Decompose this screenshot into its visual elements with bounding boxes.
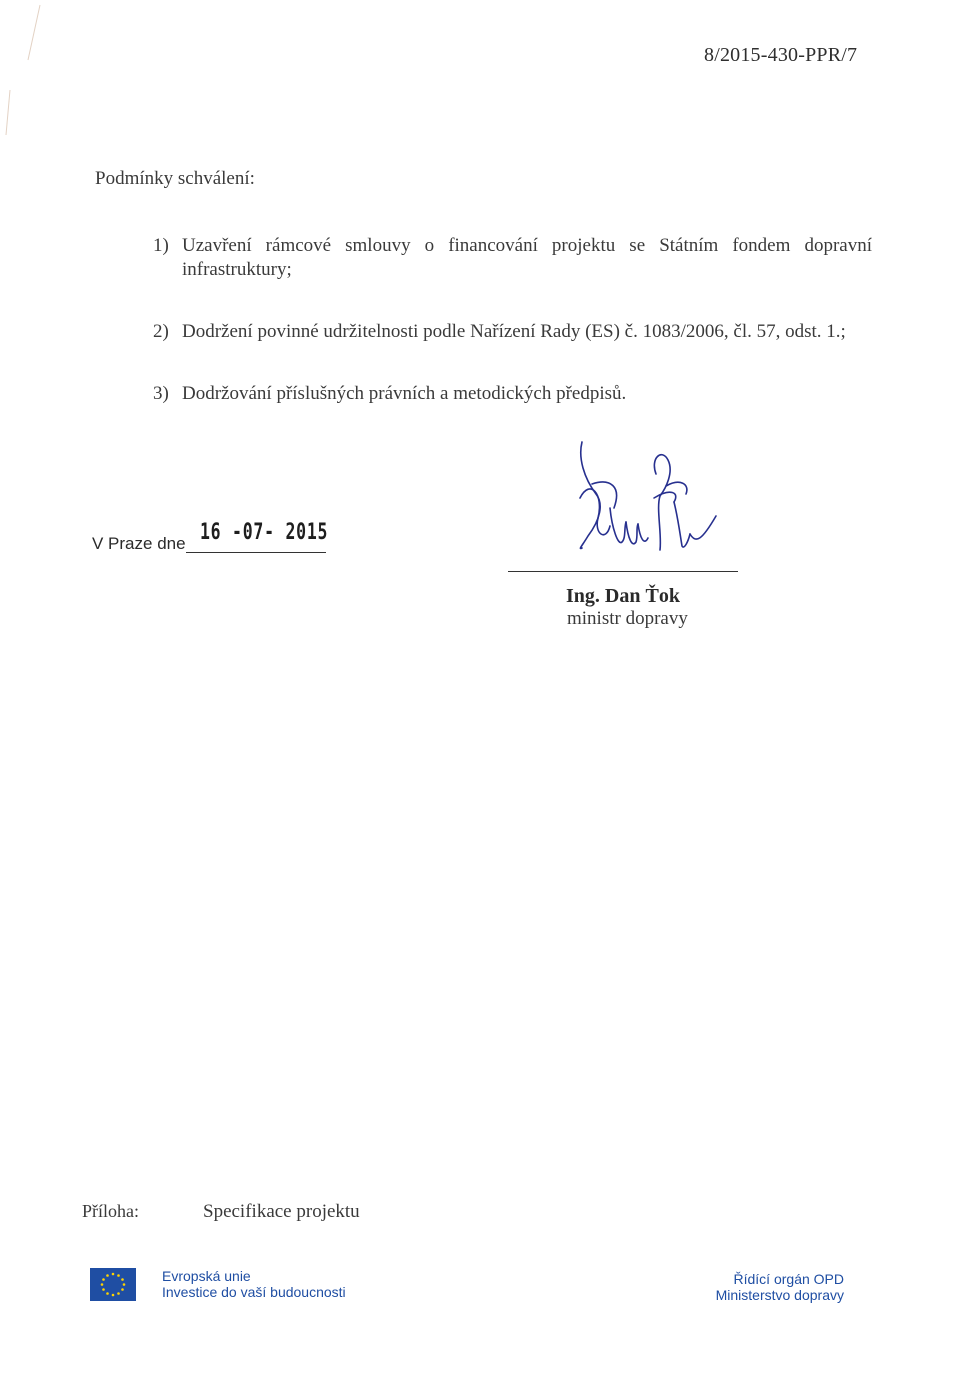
date-stamp: 16 -07- 2015 bbox=[200, 520, 329, 545]
footer-eu-line2: Investice do vaší budoucnosti bbox=[162, 1284, 346, 1300]
handwritten-signature bbox=[570, 438, 720, 558]
signer-role: ministr dopravy bbox=[567, 608, 688, 629]
condition-number: 2) bbox=[153, 321, 169, 342]
attachment-value: Specifikace projektu bbox=[203, 1201, 360, 1222]
pen-mark-decoration bbox=[0, 0, 90, 140]
footer-eu-line1: Evropská unie bbox=[162, 1268, 251, 1284]
eu-flag-icon bbox=[90, 1268, 136, 1301]
condition-number: 3) bbox=[153, 383, 169, 404]
place-date-label: V Praze dne bbox=[92, 534, 186, 553]
condition-text: Dodržení povinné udržitelnosti podle Nařízení Rady (ES) č. 1083/2006, čl. 57, odst. 1.; bbox=[182, 321, 846, 342]
condition-item-3 bbox=[153, 382, 873, 408]
footer-ministry-text bbox=[716, 1271, 844, 1303]
signer-name: Ing. Dan Ťok bbox=[566, 585, 680, 607]
footer-ministry-line1: Řídící orgán OPD bbox=[733, 1271, 844, 1287]
condition-text: Uzavření rámcové smlouvy o financování projektu se Státním fondem dopravní infrastruktury; bbox=[182, 235, 872, 280]
signature-line bbox=[508, 571, 738, 572]
reference-number: 8/2015-430-PPR/7 bbox=[704, 44, 858, 66]
condition-number: 1) bbox=[153, 235, 169, 256]
attachment-label: Příloha: bbox=[82, 1201, 139, 1221]
footer-ministry-line2: Ministerstvo dopravy bbox=[715, 1287, 844, 1303]
date-underline bbox=[186, 552, 326, 553]
condition-text: Dodržování příslušných právních a metodických předpisů. bbox=[182, 383, 627, 404]
conditions-heading: Podmínky schválení: bbox=[95, 168, 255, 189]
condition-item-2 bbox=[153, 320, 873, 346]
condition-item-1 bbox=[153, 234, 873, 284]
footer-eu-text bbox=[162, 1268, 346, 1300]
